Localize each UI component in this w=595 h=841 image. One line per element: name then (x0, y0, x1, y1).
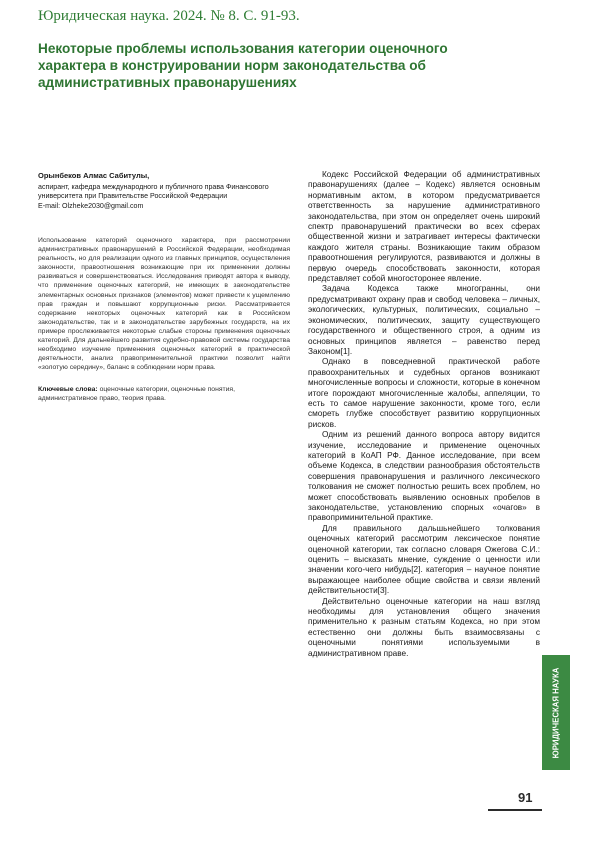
author-position: аспирант, кафедра международного и публичного права Финансового университета при Правительстве Российской Федерации (38, 182, 269, 201)
sidebar-label: ЮРИДИЧЕСКАЯ НАУКА (551, 667, 561, 758)
article-title: Некоторые проблемы использования категории оценочного характера в конструировании норм законодательства об административных правонарушениях (38, 41, 448, 90)
body-paragraph: Действительно оценочные категории на наш взгляд необходимы для установления общего значения применительно к разным статьям Кодекса, но при этом естественно они должны быть взаимосвязаны с оценочными понятиями используемыми в административном праве. (308, 596, 540, 658)
body-paragraph: Задача Кодекса также многогранны, они предусматривают охрану прав и свобод человека – личных, экологических, культурных, политических, социально – экономических, политических, защиту существующего государственного и общественного строя, а одним из основных принципов является – равенство перед Законом[1]. (308, 284, 540, 356)
article-body (308, 170, 540, 659)
body-paragraph: Кодекс Российской Федерации об административных правонарушениях (далее – Кодекс) является основным нормативным актом, в котором предусматривается ответственность за нарушение административного законодательства, при этом он определяет очень широкий спектр правонарушений практически во всех сферах общественной жизни и затрагивает интересы фактически каждого жителя страны. Возникающие таким образом правоотношения регулируются, развиваются и должны в первую очередь способствовать законности, которая представляет собой многосторонее явление. (308, 170, 540, 284)
body-paragraph: Для правильного дальшьнейшего толкования оценочных категорий рассмотрим лексическое понятие оценочной категории, так согласно словаря Ожегова С.И.: оценить – высказать мнение, суждение о ценности или значении кого-чего нибудь[2]. категория – научное понятие выражающее наиболее общие свойства и связи явлений действительности[3]. (308, 523, 540, 596)
page-number-rule (488, 809, 542, 811)
journal-header: Юридическая наука. 2024. № 8. С. 91-93. (38, 8, 300, 24)
page-number: 91 (518, 790, 533, 805)
keywords (38, 385, 290, 403)
body-paragraph: Одним из решений данного вопроса автору видится изучение, исследование и применение оценочных категорий в КоАП РФ. Данное исследование, при всем объеме Кодекса, в следствии разнообразия обстоятельств совершения правонарушения и различного лексического толкования не сможет полностью решить всех проблем, но может способствовать выявлению основных пробелов в законодательстве, установлению спорных «очагов» в правоприминительной практике. (308, 430, 540, 523)
body-paragraph: Однако в повседневной практической работе правоохранительных и судебных органов возникают многочисленные вопросы и сложности, которые в конечном итоге порождают многочисленные жалобы, аппеляции, то есть то самое нарушение законности, кроме того, если смореть глубже способствует развитию коррупционных рисков. (308, 357, 540, 429)
author-block (38, 171, 288, 211)
author-name: Орынбеков Алмас Сабитулы, (38, 171, 150, 180)
abstract: Использование категорий оценочного характера, при рассмотрении административных правонарушений в Российской Федерации, необходимая реальность, но для реализации одного из главных принципов, осуществления законности, правоотношения возникающие при их применении должны развиваться и совершенствоваться. Исследования приводят автора к выводу, что применение оценочных категорий, не имеющих в законодательстве элементарных основных признаков (элементов) может привести к ущемлению прав граждан и повышают коррупционные риски. Рассматривается содержание некоторых оценочных категорий как в Российском законодательстве, так и в законодательстве зарубежных государств, на их примере прослеживается некоторые слабые стороны применения оценочных категорий. Для дальнейшего развития судебно-правовой системы государства необходимо изучение применения оценочных категорий в практической деятельности, анализ правоприменительной практики позволит найти «золотую середину», баланс в соблюдении норм права. (38, 237, 290, 372)
section-sidebar-tab (542, 655, 570, 770)
keywords-label: Ключевые слова: (38, 386, 98, 393)
keywords-text: оценочные категории, оценочные понятия, административное право, теория права. (38, 386, 235, 403)
author-email: E-mail: Olzheke2030@gmail.com (38, 201, 144, 210)
